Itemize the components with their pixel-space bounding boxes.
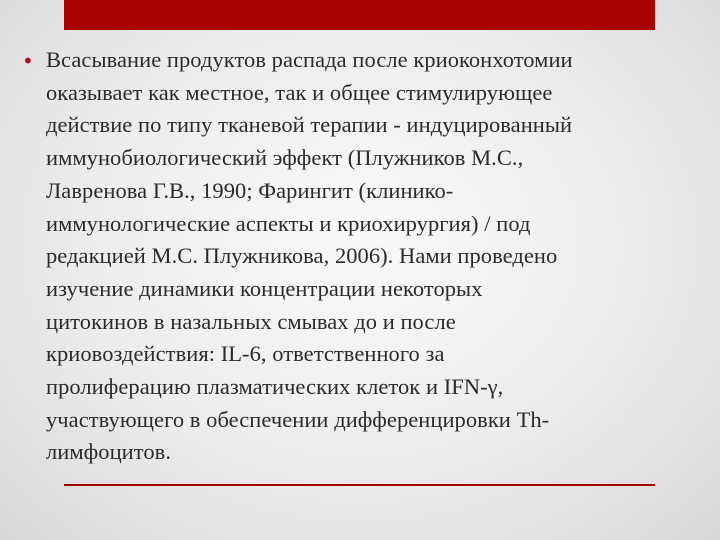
- top-accent-band: [64, 0, 655, 30]
- text-line: редакцией М.С. Плужникова, 2006). Нами проведено: [46, 243, 558, 269]
- bullet-icon: •: [22, 49, 34, 73]
- text-line: Всасывание продуктов распада после криоконхотомии: [46, 47, 573, 72]
- text-line: участвующего в обеспечении дифференцировки Th-: [46, 406, 550, 432]
- text-line: лимфоцитов.: [46, 439, 172, 465]
- text-line: пролиферацию плазматических клеток и IFN-γ,: [46, 374, 504, 400]
- text-line: оказывает как местное, так и общее стимулирующее: [46, 79, 553, 105]
- slide-content: [22, 44, 712, 469]
- text-line: действие по типу тканевой терапии - индуцированный: [46, 112, 573, 138]
- text-line: цитокинов в назальных смывах до и после: [46, 308, 456, 334]
- text-line: криовоздействия: IL-6, ответственного за: [46, 341, 445, 367]
- bottom-accent-rule: [64, 484, 655, 486]
- text-line: иммунологические аспекты и криохирургия) / под: [46, 210, 531, 236]
- bullet-item: [22, 44, 712, 469]
- text-line: Лавренова Г.В., 1990; Фарингит (клинико-: [46, 177, 454, 203]
- text-line: изучение динамики концентрации некоторых: [46, 275, 483, 301]
- text-line: иммунобиологический эффект (Плужников М.С.,: [46, 145, 524, 171]
- bullet-text: [46, 44, 712, 469]
